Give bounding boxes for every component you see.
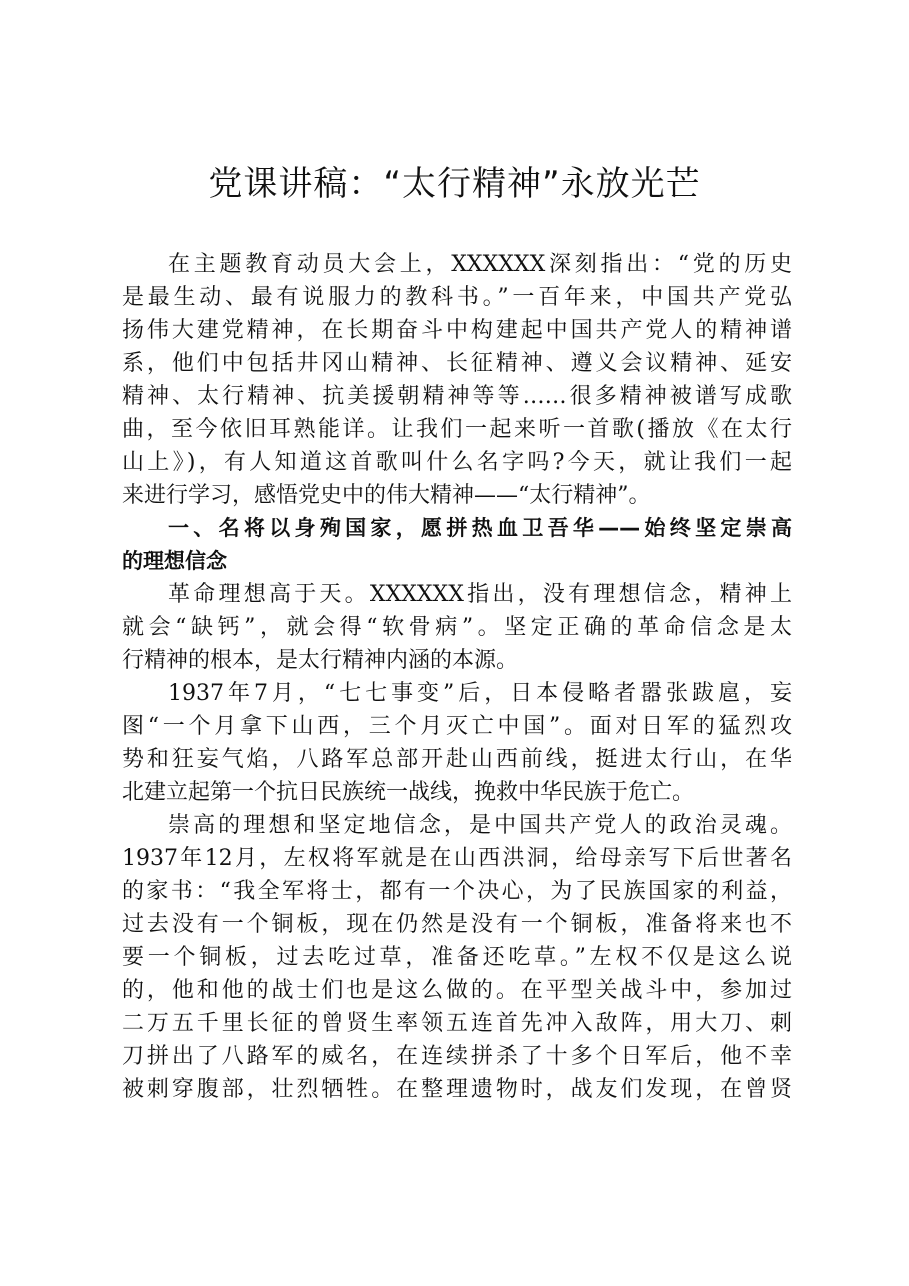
- document-body: [122, 248, 792, 1106]
- text-line: 过去没有一个铜板，现在仍然是没有一个铜板，准备将来也不: [122, 912, 792, 937]
- text-line: 来进行学习，感悟党史中的伟大精神——“太行精神”。: [122, 483, 651, 508]
- body-paragraph: [122, 809, 792, 1106]
- heading-line: 的理想信念: [122, 549, 227, 573]
- text-line: 刀拼出了八路军的威名，在连续拼杀了十多个日军后，他不幸: [122, 1044, 792, 1069]
- text-line: 北建立起第一个抗日民族统一战线，挽救中华民族于危亡。: [122, 780, 695, 805]
- text-line: 就会“缺钙”，就会得“软骨病”。坚定正确的革命信念是太: [122, 615, 792, 640]
- text-line: 势和狂妄气焰，八路军总部开赴山西前线，挺进太行山，在华: [122, 747, 792, 772]
- body-paragraph: [122, 677, 792, 809]
- text-line: 是最生动、最有说服力的教科书。”一百年来，中国共产党弘: [122, 285, 792, 310]
- text-line: 曲，至今依旧耳熟能详。让我们一起来听一首歌(播放《在太行: [122, 417, 792, 442]
- text-line: 在主题教育动员大会上，XXXXXX深刻指出：“党的历史: [168, 252, 792, 277]
- intro-paragraph: [122, 248, 792, 512]
- text-line: 系，他们中包括井冈山精神、长征精神、遵义会议精神、延安: [122, 351, 792, 376]
- text-line: 扬伟大建党精神，在长期奋斗中构建起中国共产党人的精神谱: [122, 318, 792, 343]
- text-line: 被刺穿腹部，壮烈牺牲。在整理遗物时，战友们发现，在曾贤: [122, 1077, 792, 1102]
- text-line: 革命理想高于天。XXXXXX指出，没有理想信念，精神上: [168, 582, 792, 607]
- document-title: 党课讲稿：“太行精神”永放光芒: [208, 164, 701, 204]
- text-line: 的，他和他的战士们也是这么做的。在平型关战斗中，参加过: [122, 978, 792, 1003]
- text-line: 图“一个月拿下山西，三个月灭亡中国”。面对日军的猛烈攻: [122, 714, 792, 739]
- text-line: 的家书：“我全军将士，都有一个决心，为了民族国家的利益，: [122, 879, 792, 904]
- body-paragraph: [122, 578, 792, 677]
- text-line: 山上》)，有人知道这首歌叫什么名字吗?今天，就让我们一起: [122, 450, 792, 475]
- heading-line: 一、名将以身殉国家，愿拼热血卫吾华——始终坚定崇高: [168, 516, 792, 540]
- text-line: 行精神的根本，是太行精神内涵的本源。: [122, 648, 519, 673]
- text-line: 二万五千里长征的曾贤生率领五连首先冲入敌阵，用大刀、刺: [122, 1011, 792, 1036]
- text-line: 崇高的理想和坚定地信念，是中国共产党人的政治灵魂。: [168, 813, 792, 838]
- text-line: 要一个铜板，过去吃过草，准备还吃草。”左权不仅是这么说: [122, 945, 792, 970]
- text-line: 1937年12月，左权将军就是在山西洪洞，给母亲写下后世著名: [122, 846, 792, 871]
- text-line: 1937年7月，“七七事变”后，日本侵略者嚣张跋扈，妄: [168, 681, 792, 706]
- section-heading: [122, 512, 792, 578]
- text-line: 精神、太行精神、抗美援朝精神等等……很多精神被谱写成歌: [122, 384, 792, 409]
